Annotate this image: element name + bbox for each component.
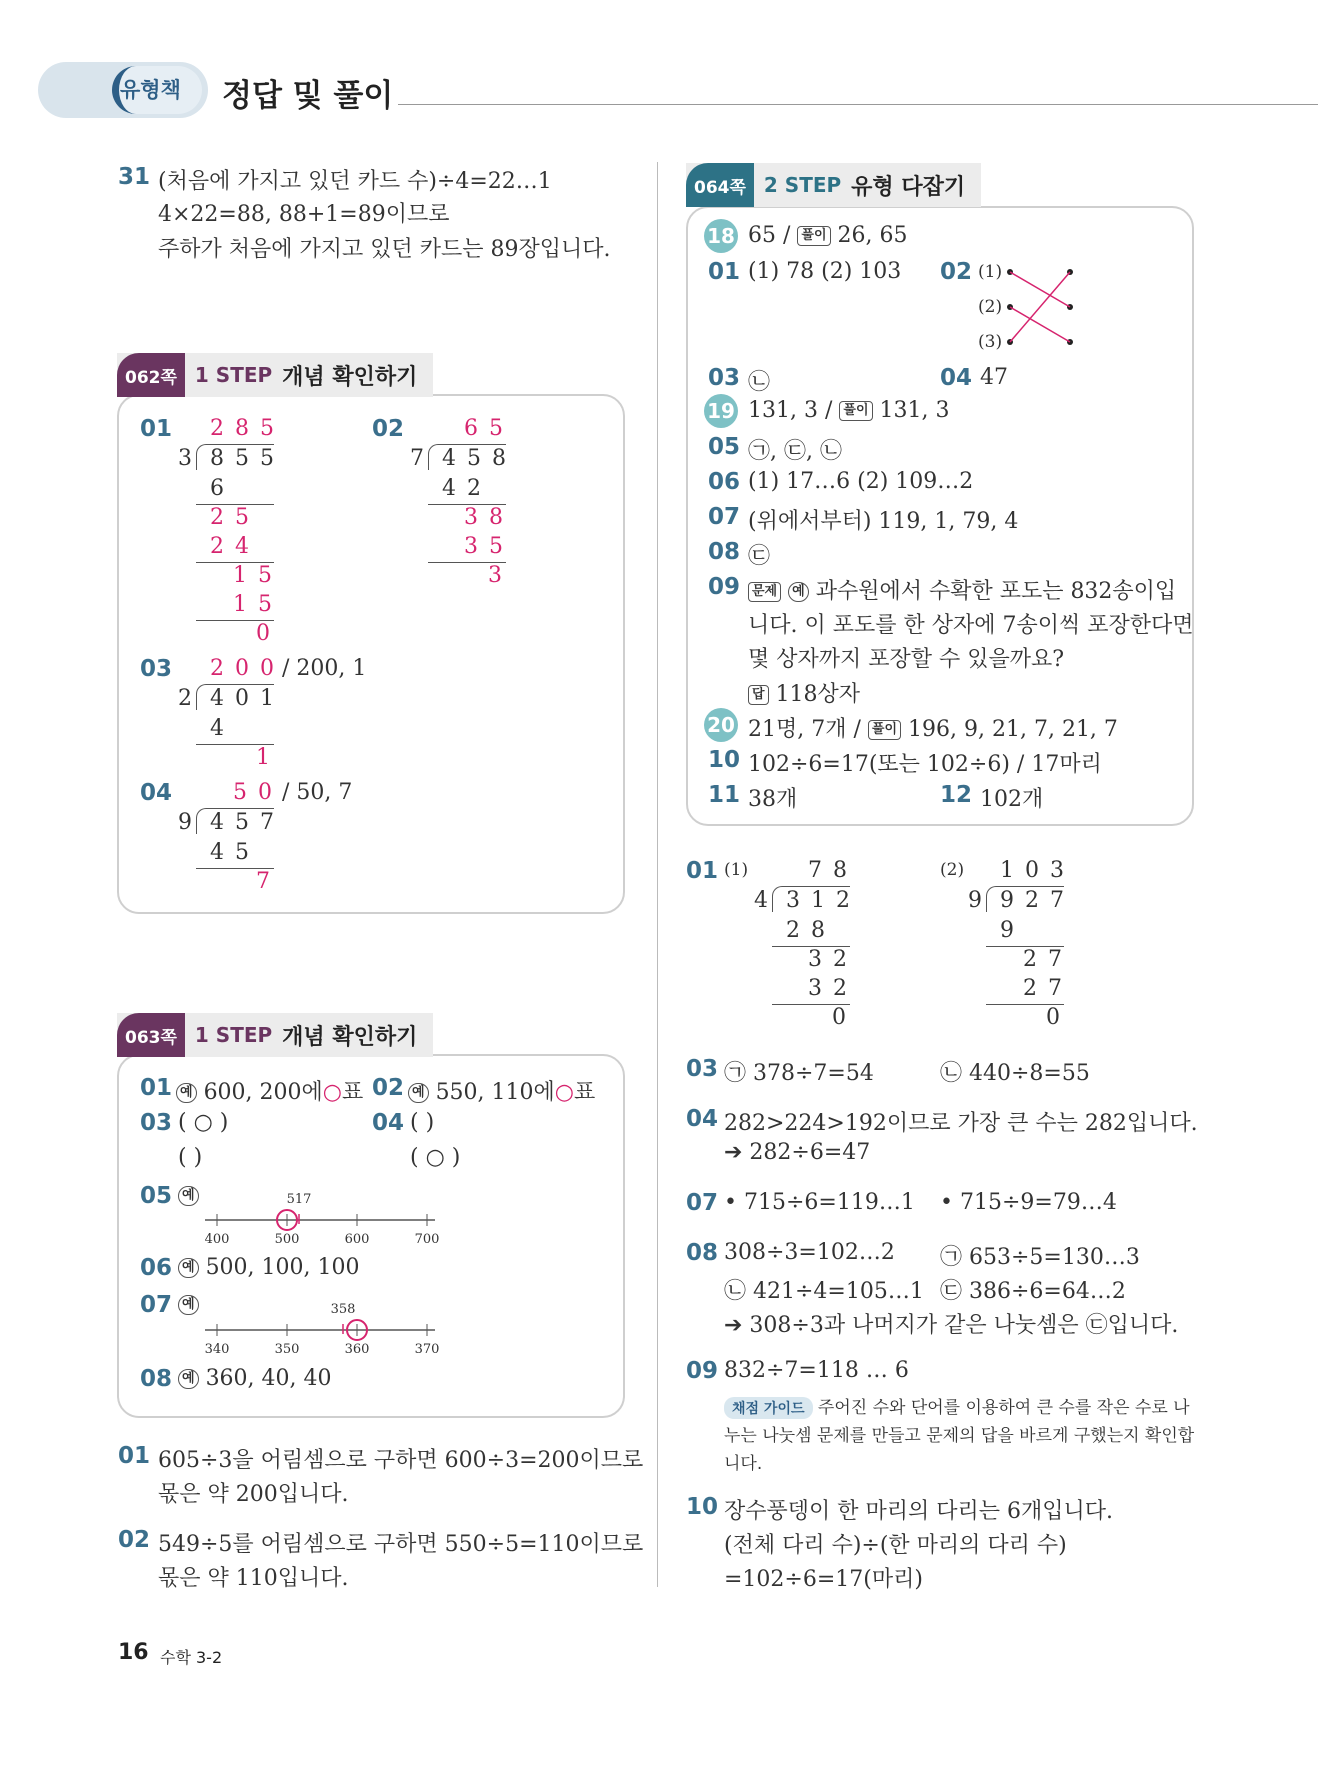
sec063-04-a: ( ): [410, 1110, 435, 1135]
sec063-04-number: 04: [372, 1110, 405, 1136]
rb-08-number: 08: [686, 1240, 719, 1266]
sec062-04-remainder: 7: [256, 869, 272, 894]
rb-01a-remainder: 0: [832, 1005, 848, 1030]
rb-01b-remainder: 0: [1046, 1005, 1062, 1030]
number-line-07: [200, 1300, 440, 1360]
sec064-19-text: 131, 3 /: [748, 398, 833, 423]
sec063-01-mark: 표: [342, 1080, 364, 1105]
sec063-02-mark: 표: [574, 1080, 596, 1105]
sec064-page: 064쪽: [686, 163, 754, 207]
circle-icon: ○: [554, 1080, 574, 1105]
sec064-05-text: ㉠, ㉢, ㉡: [748, 439, 842, 464]
sec064-03-number: 03: [708, 365, 741, 391]
sec064-02-link-2: [1010, 307, 1070, 342]
sec063-01-number: 01: [140, 1075, 173, 1101]
sec064-08-text: ㉢: [748, 544, 771, 569]
header-badge: 유형책: [120, 78, 181, 102]
sec064-11-text: 38개: [748, 787, 798, 812]
sec064-01-text: (1) 78 (2) 103: [748, 259, 902, 284]
sec064-07-text: (위에서부터) 119, 1, 79, 4: [748, 509, 1019, 534]
sec063-05-number: 05: [140, 1183, 173, 1209]
rb-09-guide-2: 누는 나눗셈 문제를 만들고 문제의 답을 바르게 구했는지 확인합: [724, 1426, 1195, 1446]
sec063-02-row: [408, 1075, 595, 1106]
rb-04-number: 04: [686, 1106, 719, 1132]
sec063-07-number: 07: [140, 1292, 173, 1318]
sec064-10-number: 10: [708, 747, 741, 773]
sec064-09-example: 예: [788, 582, 809, 602]
number-line-07-label-2: 360: [344, 1342, 370, 1357]
sec064-19-row: [748, 398, 950, 423]
sec062-04-quotient: 5 0: [233, 780, 274, 805]
sec063-08-example: 예: [178, 1369, 199, 1389]
sec064-step: 2 STEP: [763, 173, 842, 197]
sec063-07-example: 예: [178, 1295, 199, 1315]
page-title: 정답 및 풀이: [222, 78, 394, 114]
sec063-08-text: 360, 40, 40: [205, 1366, 332, 1391]
sec062-04-number: 04: [140, 780, 173, 806]
sec063-06-row: [178, 1255, 360, 1280]
q31-line-3: 주하가 처음에 가지고 있던 카드는 89장입니다.: [158, 237, 611, 262]
sec062-title: 개념 확인하기: [282, 364, 418, 390]
sec064-02-label-1: (1): [978, 262, 1003, 282]
q31-number: 31: [118, 164, 151, 190]
rb-01b-divisor: 9: [968, 888, 984, 913]
sec063-tab: [117, 1013, 433, 1057]
number-line-07-label-0: 340: [204, 1342, 230, 1357]
rb-01a-step-2: 3 2: [808, 947, 849, 972]
sec062-03-step-1: 4: [210, 716, 226, 741]
sec063-06-number: 06: [140, 1255, 173, 1281]
left-01-line-1: 605÷3을 어림셈으로 구하면 600÷3=200이므로: [158, 1448, 644, 1473]
number-line-05-label-2: 600: [344, 1232, 370, 1247]
sec064-20-text: 21명, 7개 /: [748, 717, 861, 742]
sec062-02-remainder: 3: [488, 563, 504, 588]
sec064-02-number: 02: [940, 259, 973, 285]
sec063-01-text: 600, 200에: [203, 1080, 323, 1105]
sec064-18-rest: 26, 65: [837, 223, 908, 248]
rb-09-guide-1: 주어진 수와 단어를 이용하여 큰 수를 작은 수로 나: [817, 1398, 1190, 1418]
rb-09-guide-badge: 채점 가이드: [724, 1397, 813, 1419]
rb-01a-label: (1): [724, 860, 749, 880]
sec064-18-row: [748, 223, 908, 248]
sec064-12-number: 12: [940, 782, 973, 808]
sec064-08-number: 08: [708, 539, 741, 565]
sec064-01-number: 01: [708, 259, 741, 285]
sec064-19-rest: 131, 3: [879, 398, 950, 423]
rb-09-line: 832÷7=118 … 6: [724, 1358, 909, 1383]
left-01-number: 01: [118, 1443, 151, 1469]
sec062-01-dividend: 8 5 5: [210, 446, 276, 471]
sec064-05-number: 05: [708, 434, 741, 460]
page-number: 16: [118, 1640, 149, 1665]
rb-08-b: ㉠ 653÷5=130…3: [940, 1245, 1140, 1270]
q31-line-2: 4×22=88, 88+1=89이므로: [158, 202, 450, 227]
number-line-07-marker-label: 358: [330, 1302, 356, 1317]
rb-01b-step-2: 2 7: [1023, 947, 1064, 972]
left-02-number: 02: [118, 1527, 151, 1553]
sec062-02-step-2: 3 8: [464, 505, 505, 530]
sec063-02-text: 550, 110에: [435, 1080, 555, 1105]
sec064-04-text: 47: [980, 365, 1008, 390]
sec064-title: 유형 다잡기: [851, 174, 966, 200]
sec063-page: 063쪽: [117, 1013, 185, 1057]
sec062-03-number: 03: [140, 656, 173, 682]
sec063-06-example: 예: [178, 1258, 199, 1278]
sec063-02-number: 02: [372, 1075, 405, 1101]
sec062-box: [117, 394, 625, 914]
rb-01b-dividend: 9 2 7: [1000, 888, 1066, 913]
sec062-01-remainder: 0: [256, 621, 272, 646]
sec064-09-answer: 118상자: [775, 682, 861, 707]
rb-10-number: 10: [686, 1494, 719, 1520]
sec064-09-line-3: 몇 상자까지 포장할 수 있을까요?: [748, 647, 1065, 672]
sec063-06-text: 500, 100, 100: [205, 1255, 360, 1280]
rb-01b-step-1: 9: [1000, 918, 1016, 943]
sec062-04-answer: / 50, 7: [282, 780, 353, 805]
sec062-04-dividend: 4 5 7: [210, 810, 276, 835]
rb-04-line-1: 282>224>192이므로 가장 큰 수는 282입니다.: [724, 1111, 1198, 1136]
number-line-05-label-1: 500: [274, 1232, 300, 1247]
rb-07-number: 07: [686, 1190, 719, 1216]
sec064-18-tag: 풀이: [797, 226, 830, 246]
rb-07-b: • 715÷9=79…4: [940, 1190, 1117, 1215]
rb-08-c: ㉡ 421÷4=105…1: [724, 1279, 924, 1304]
sec063-05-example: 예: [178, 1186, 199, 1206]
sec064-10-text: 102÷6=17(또는 102÷6) / 17마리: [748, 752, 1102, 777]
sec062-03-quotient: 2 0 0: [210, 656, 276, 681]
sec062-01-step-2: 2 5: [210, 505, 251, 530]
number-line-05-marker-label: 517: [286, 1192, 312, 1207]
rb-04-line-2: ➔ 282÷6=47: [724, 1140, 871, 1165]
sec064-09-row-1: [748, 574, 1176, 605]
sec063-07-example-wrap: [178, 1292, 199, 1317]
sec063-05-example-wrap: [178, 1183, 199, 1208]
number-line-07-label-1: 350: [274, 1342, 300, 1357]
sec064-03-text: ㉡: [748, 370, 771, 395]
sec063-03-number: 03: [140, 1110, 173, 1136]
sec064-02-matching-lines: [1006, 268, 1086, 348]
sec064-02-link-1: [1010, 272, 1070, 307]
rb-09-number: 09: [686, 1358, 719, 1384]
rb-09-guide-3: 니다.: [724, 1454, 763, 1474]
sec063-03-a: ( ○ ): [178, 1110, 229, 1135]
sec064-18-text: 65 /: [748, 223, 791, 248]
rb-03-number: 03: [686, 1056, 719, 1082]
sec062-02-dividend: 4 5 8: [442, 446, 508, 471]
rb-01b-step-3: 2 7: [1023, 976, 1064, 1001]
sec063-08-number: 08: [140, 1366, 173, 1392]
sec063-08-row: [178, 1366, 332, 1391]
sec064-18-badge: 18: [704, 219, 738, 253]
sec062-02-quotient: 6 5: [464, 416, 505, 441]
sec062-01-step-1: 6: [210, 476, 226, 501]
sec062-02-step-1: 4 2: [442, 476, 483, 501]
sec063-04-b: ( ○ ): [410, 1145, 461, 1170]
column-divider: [657, 162, 658, 1587]
sec062-01-step-3: 2 4: [210, 534, 251, 559]
number-line-07-label-3: 370: [414, 1342, 440, 1357]
rb-01-number: 01: [686, 858, 719, 884]
sec062-01-number: 01: [140, 416, 173, 442]
sec062-tab: [117, 353, 433, 397]
sec064-06-number: 06: [708, 469, 741, 495]
sec063-step: 1 STEP: [194, 1023, 273, 1047]
number-line-05-label-0: 400: [204, 1232, 230, 1247]
sec062-page: 062쪽: [117, 353, 185, 397]
rb-01a-quotient: 7 8: [808, 858, 849, 883]
sec064-20-tag: 풀이: [868, 720, 901, 740]
rb-08-a: 308÷3=102…2: [724, 1240, 895, 1265]
sec064-09-number: 09: [708, 574, 741, 600]
number-line-05: [200, 1190, 440, 1250]
sec063-02-example: 예: [408, 1083, 429, 1103]
book-title: 수학 3-2: [160, 1648, 223, 1667]
sec062-step: 1 STEP: [194, 363, 273, 387]
rb-10-line-2: (전체 다리 수)÷(한 마리의 다리 수): [724, 1533, 1067, 1558]
rb-03-a: ㉠ 378÷7=54: [724, 1061, 874, 1086]
sec062-03-dividend: 4 0 1: [210, 686, 276, 711]
sec064-02-link-3: [1010, 272, 1070, 342]
rb-01a-divisor: 4: [754, 888, 770, 913]
sec062-03-divisor: 2: [178, 686, 194, 711]
sec064-09-answer-tag: 답: [748, 685, 769, 705]
left-02-line-2: 몫은 약 110입니다.: [158, 1566, 349, 1591]
sec063-01-row: [176, 1075, 363, 1106]
sec064-09-line-2: 니다. 이 포도를 한 상자에 7송이씩 포장한다면: [748, 613, 1194, 638]
sec064-19-badge: 19: [704, 394, 738, 428]
sec064-04-number: 04: [940, 365, 973, 391]
sec063-title: 개념 확인하기: [282, 1024, 418, 1050]
sec064-09-tag: 문제: [748, 582, 781, 602]
sec062-03-answer: / 200, 1: [282, 656, 367, 681]
sec062-01-divisor: 3: [178, 446, 194, 471]
sec064-19-tag: 풀이: [839, 401, 872, 421]
sec064-tab: [686, 163, 981, 207]
header-rule: [398, 104, 1318, 105]
q31-line-1: (처음에 가지고 있던 카드 수)÷4=22…1: [158, 169, 552, 194]
sec063-01-example: 예: [176, 1083, 197, 1103]
sec062-02-step-3: 3 5: [464, 534, 505, 559]
sec062-03-remainder: 1: [256, 745, 272, 770]
left-02-line-1: 549÷5를 어림셈으로 구하면 550÷5=110이므로: [158, 1532, 644, 1557]
sec064-06-text: (1) 17…6 (2) 109…2: [748, 469, 974, 494]
sec063-03-b: ( ): [178, 1145, 203, 1170]
sec064-09-line-1: 과수원에서 수확한 포도는 832송이입: [815, 579, 1177, 604]
circle-icon: ○: [322, 1080, 342, 1105]
left-01-line-2: 몫은 약 200입니다.: [158, 1482, 349, 1507]
sec064-07-number: 07: [708, 504, 741, 530]
rb-01b-label: (2): [940, 860, 965, 880]
rb-01a-dividend: 3 1 2: [786, 888, 852, 913]
rb-10-line-3: =102÷6=17(마리): [724, 1567, 923, 1592]
sec062-02-number: 02: [372, 416, 405, 442]
sec062-01-step-5: 1 5: [233, 592, 274, 617]
sec064-20-row: [748, 712, 1118, 743]
sec062-01-step-4: 1 5: [233, 563, 274, 588]
sec062-04-divisor: 9: [178, 810, 194, 835]
sec064-02-label-2: (2): [978, 297, 1003, 317]
sec062-04-step-1: 4 5: [210, 840, 251, 865]
rb-07-a: • 715÷6=119…1: [724, 1190, 915, 1215]
sec064-20-badge: 20: [704, 708, 738, 742]
rb-03-b: ㉡ 440÷8=55: [940, 1061, 1090, 1086]
sec062-01-quotient: 2 8 5: [210, 416, 276, 441]
rb-08-d: ㉢ 386÷6=64…2: [940, 1279, 1126, 1304]
rb-01b-quotient: 1 0 3: [1000, 858, 1066, 883]
sec064-12-text: 102개: [980, 787, 1044, 812]
rb-10-line-1: 장수풍뎅이 한 마리의 다리는 6개입니다.: [724, 1499, 1113, 1524]
rb-08-e: ➔ 308÷3과 나머지가 같은 나눗셈은 ㉢입니다.: [724, 1313, 1179, 1338]
rb-09-guide-row: [724, 1393, 1190, 1419]
sec064-11-number: 11: [708, 782, 741, 808]
number-line-05-label-3: 700: [414, 1232, 440, 1247]
rb-01a-step-1: 2 8: [786, 918, 827, 943]
sec064-02-label-3: (3): [978, 332, 1003, 352]
sec064-09-answer-row: [748, 677, 860, 708]
rb-01a-step-3: 3 2: [808, 976, 849, 1001]
sec062-02-divisor: 7: [410, 446, 426, 471]
sec064-20-rest: 196, 9, 21, 7, 21, 7: [908, 717, 1118, 742]
